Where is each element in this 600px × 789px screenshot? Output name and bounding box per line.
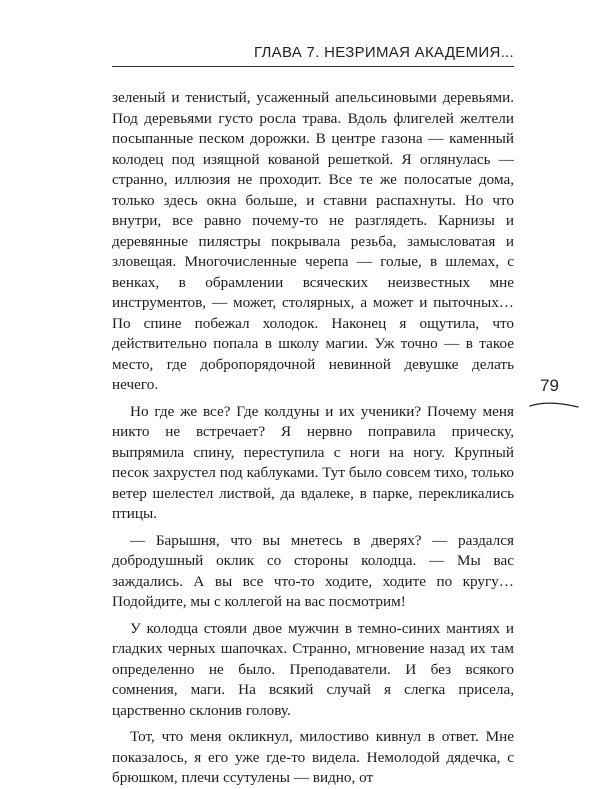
paragraph: зеленый и тенистый, усаженный апельсиновыми деревьями. Под деревьями густо росла трава. Вдоль флигелей желтели посыпанные песком дорожки. В центре газона — каменный колодец под изящной кованой решеткой. Я оглянулась — странно, иллюзия не проходит. Все те же полосатые дома, только здесь окна больше, и ставни распахнуты. Но что внутри, все равно почему-то не разглядеть. Карнизы и деревянные пилястры покрывала резьба, замысловатая и зловещая. Многочисленные черепа — голые, в шлемах, с венках, в обрамлении всяческих неизвестных мне инструментов, — может, столярных, а может и пыточных… По спине побежал холодок. Наконец я ощутила, что действительно попала в школу магии. Уж точно — в такое место, где добропорядочной невинной девушке делать нечего. bbox=[112, 89, 514, 393]
paragraph: Но где же все? Где колдуны и их ученики? Почему меня никто не встречает? Я нервно поправила прическу, выпрямила спину, переступила с ноги на ногу. Крупный песок захрустел под каблуками. Тут было совсем тихо, только ветер шелестел листвой, да вдалеке, в парке, перекликались птицы. bbox=[112, 402, 514, 522]
paragraph: Тот, что меня окликнул, милостиво кивнул в ответ. Мне показалось, я его уже где-то видела. Немолодой дядечка, с брюшком, плечи ссутулены — видно, от bbox=[112, 728, 514, 786]
running-head: ГЛАВА 7. НЕЗРИМАЯ АКАДЕМИЯ... bbox=[253, 44, 514, 61]
header-rule bbox=[112, 66, 514, 67]
folio-swash-ornament bbox=[528, 400, 580, 410]
paragraph: — Барышня, что вы мнетесь в дверях? — раздался добродушный оклик со стороны колодца. — Мы вас заждались. А вы все что-то ходите, ходите по кругу… Подойдите, мы с коллегой на вас посмотрим! bbox=[112, 531, 514, 610]
paragraph: У колодца стояли двое мужчин в темно-синих мантиях и гладких черных шапочках. Странно, мгновение назад их там определенно не было. Преподаватели. И без всякого сомнения, маги. На всякий случай я слегка присела, царственно склонив голову. bbox=[112, 619, 514, 719]
body-text bbox=[112, 88, 514, 789]
page-number: 79 bbox=[540, 376, 559, 395]
